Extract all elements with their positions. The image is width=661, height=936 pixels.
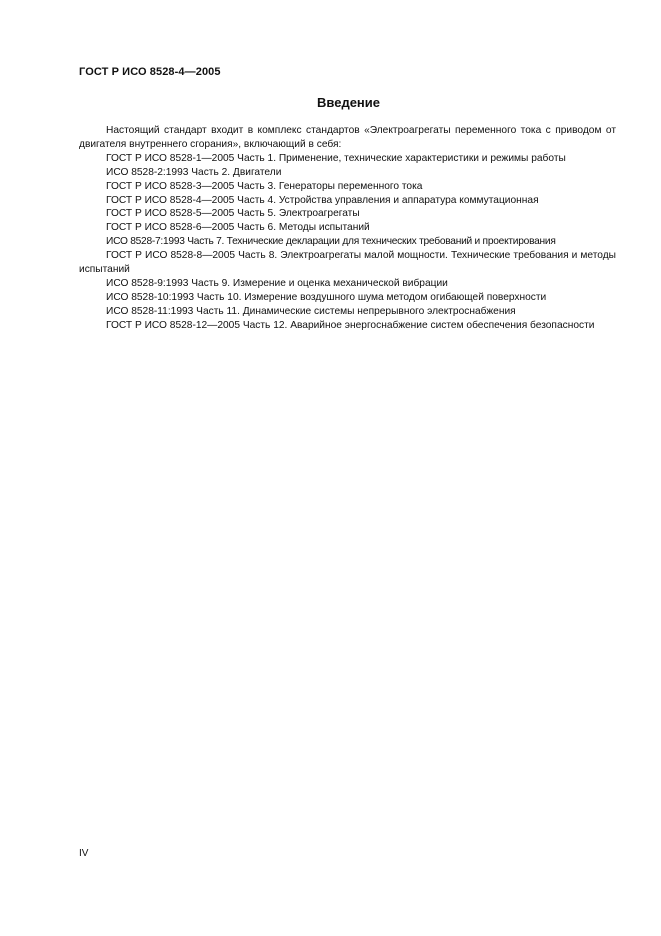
standard-list-item: ГОСТ Р ИСО 8528-4—2005 Часть 4. Устройства управления и аппаратура коммутационная <box>106 194 539 206</box>
intro-paragraph: Настоящий стандарт входит в комплекс стандартов «Электроагрегаты переменного тока с приводом от двигателя внутреннего сгорания», включающий в себя: <box>79 125 616 150</box>
section-title: Введение <box>317 95 380 110</box>
page-number: IV <box>79 848 89 859</box>
document-body <box>79 124 616 333</box>
standard-list-item: ИСО 8528-10:1993 Часть 10. Измерение воздушного шума методом огибающей поверхности <box>106 291 547 303</box>
standard-list-item: ГОСТ Р ИСО 8528-6—2005 Часть 6. Методы испытаний <box>106 222 370 234</box>
standard-list-item: ИСО 8528-2:1993 Часть 2. Двигатели <box>106 166 282 178</box>
standard-list-item: ГОСТ Р ИСО 8528-1—2005 Часть 1. Применение, технические характеристики и режимы работы <box>106 152 566 164</box>
standard-list-item: ИСО 8528-9:1993 Часть 9. Измерение и оценка механической вибрации <box>106 277 448 289</box>
standard-list-item: ГОСТ Р ИСО 8528-8—2005 Часть 8. Электроагрегаты малой мощности. Технические требования и методы испытаний <box>79 250 616 276</box>
standard-list-item: ГОСТ Р ИСО 8528-5—2005 Часть 5. Электроагрегаты <box>106 208 360 220</box>
document-code-header: ГОСТ Р ИСО 8528-4—2005 <box>79 66 221 78</box>
standard-list-item: ГОСТ Р ИСО 8528-12—2005 Часть 12. Аварийное энергоснабжение систем обеспечения безопасности <box>106 319 595 331</box>
standard-list-item: ИСО 8528-7:1993 Часть 7. Технические декларации для технических требований и проектирования <box>106 236 556 248</box>
standard-list-item: ГОСТ Р ИСО 8528-3—2005 Часть 3. Генераторы переменного тока <box>106 180 423 192</box>
standard-list-item: ИСО 8528-11:1993 Часть 11. Динамические системы непрерывного электроснабжения <box>106 305 516 317</box>
